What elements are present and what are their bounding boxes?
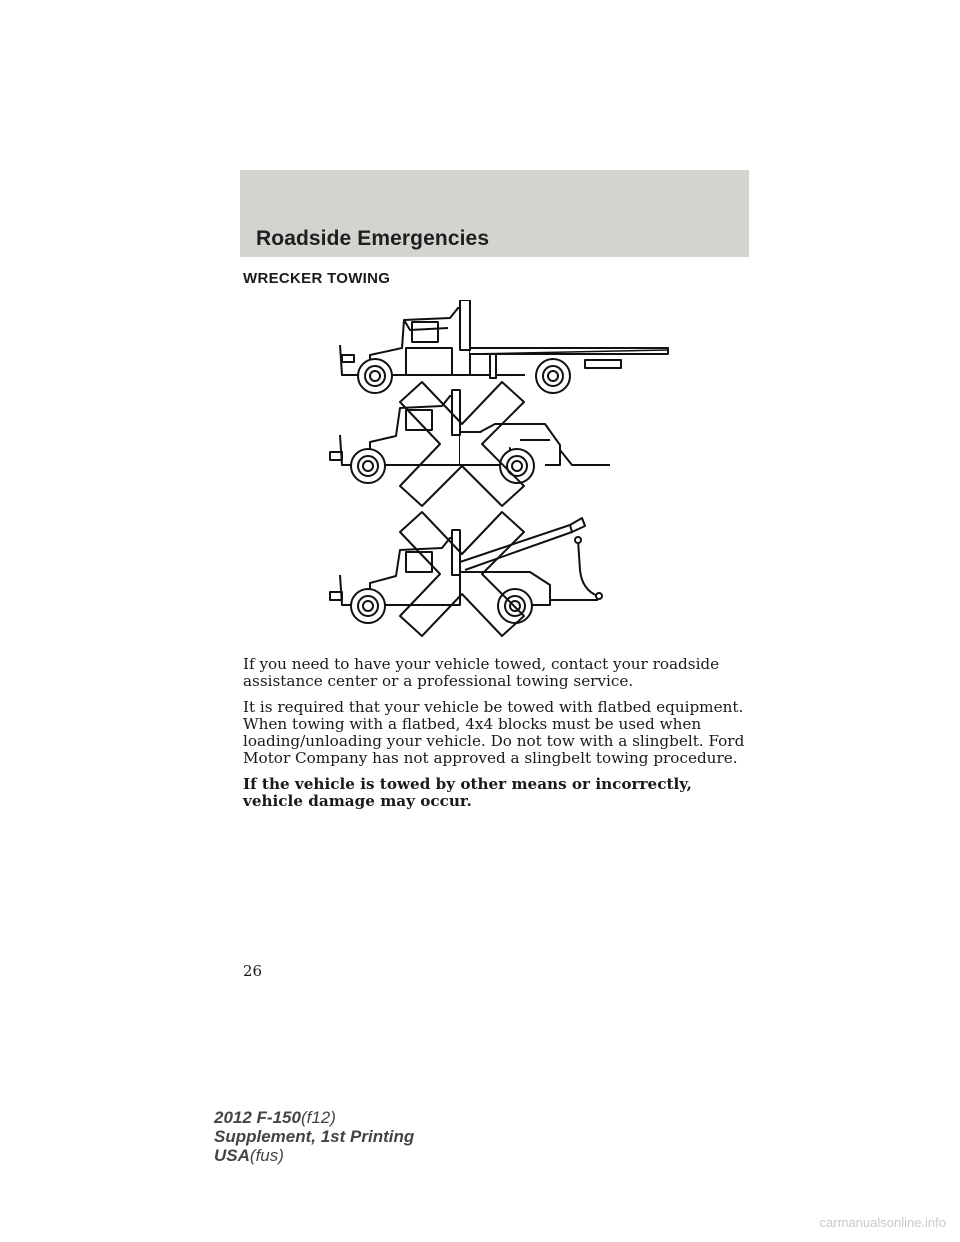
flatbed-truck-icon	[340, 300, 668, 393]
section-header-band	[240, 170, 749, 257]
paragraph: If you need to have your vehicle towed, contact your roadside assistance center or a professional towing service.	[243, 655, 720, 690]
warning-paragraph: If the vehicle is towed by other means or incorrectly, vehicle damage may occur.	[243, 775, 692, 810]
footer-model: 2012 F-150	[214, 1108, 301, 1127]
towing-illustration	[320, 300, 680, 640]
watermark: carmanualsonline.info	[819, 1215, 946, 1230]
section-header-title: Roadside Emergencies	[256, 227, 490, 250]
footer-model-code: (f12)	[300, 1108, 336, 1127]
footer	[214, 1108, 414, 1165]
wheel-lift-truck-icon	[330, 390, 610, 483]
footer-supplement: Supplement, 1st Printing	[214, 1127, 415, 1146]
footer-region: USA	[214, 1146, 250, 1165]
page-number: 26	[243, 962, 263, 980]
body-text	[243, 656, 748, 819]
section-title: WRECKER TOWING	[243, 270, 391, 287]
footer-region-code: (fus)	[249, 1146, 284, 1165]
paragraph: It is required that your vehicle be towed with flatbed equipment. When towing with a flatbed, 4x4 blocks must be used when loading/unloading your vehicle. Do not tow with a slingbelt. Ford Motor Company has not approved a slingbelt towing procedure.	[243, 698, 745, 767]
hook-tow-truck-icon	[330, 518, 602, 623]
